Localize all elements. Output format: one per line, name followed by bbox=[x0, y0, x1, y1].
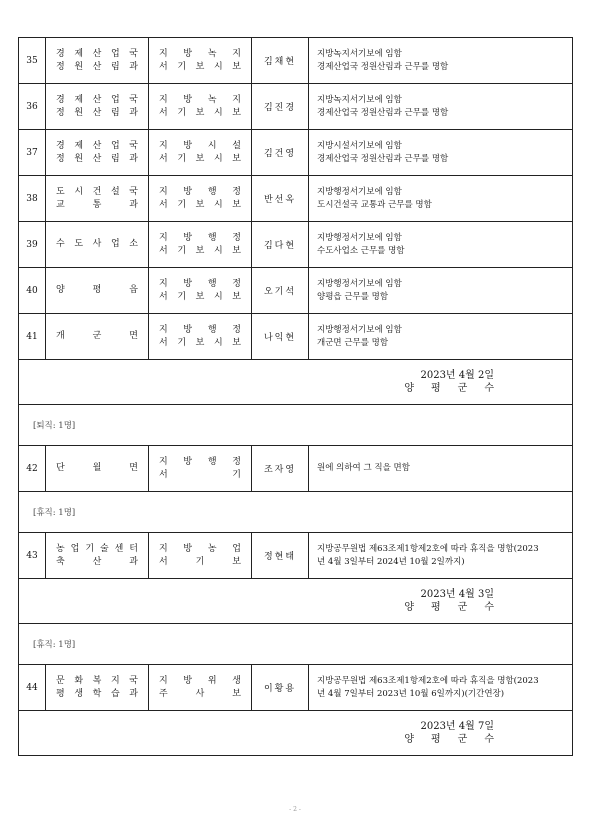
department-cell bbox=[46, 130, 149, 176]
spaced-text: 경 제 산 업 국 bbox=[56, 48, 138, 59]
date-cell bbox=[19, 711, 573, 756]
spaced-text: 서 기 보 시 보 bbox=[159, 337, 241, 348]
date-row bbox=[19, 711, 573, 756]
order-description bbox=[309, 84, 573, 130]
spaced-text: 축 산 과 bbox=[56, 556, 138, 567]
department-cell bbox=[46, 222, 149, 268]
order-description bbox=[309, 222, 573, 268]
order-text-line: 수도사업소 근무를 명함 bbox=[317, 245, 405, 256]
order-text-line: 지방행정서기보에 임함 bbox=[317, 324, 402, 335]
table-row bbox=[19, 665, 573, 711]
spaced-text: 경 제 산 업 국 bbox=[56, 94, 138, 105]
position-cell bbox=[149, 446, 252, 492]
order-text-line: 양평읍 근무를 명함 bbox=[317, 291, 389, 302]
order-text-line: 지방녹지서기보에 임함 bbox=[317, 94, 402, 105]
position-cell bbox=[149, 222, 252, 268]
spaced-text: 문 화 복 지 국 bbox=[56, 675, 138, 686]
table-row bbox=[19, 314, 573, 360]
row-number: 39 bbox=[19, 222, 46, 268]
order-description bbox=[309, 446, 573, 492]
row-number: 36 bbox=[19, 84, 46, 130]
spaced-text: 지 방 녹 지 bbox=[159, 48, 241, 59]
department-cell bbox=[46, 446, 149, 492]
position-cell bbox=[149, 533, 252, 579]
department-cell bbox=[46, 176, 149, 222]
position-cell bbox=[149, 38, 252, 84]
order-text-line: 년 4월 7일부터 2023년 10월 6일까지)(기간연장) bbox=[317, 688, 505, 699]
order-description bbox=[309, 268, 573, 314]
name-cell: 오기석 bbox=[252, 268, 309, 314]
date-cell bbox=[19, 579, 573, 624]
spaced-text: 지 방 녹 지 bbox=[159, 94, 241, 105]
order-text-line: 경제산업국 정원산림과 근무를 명함 bbox=[317, 153, 449, 164]
spaced-text: 서 기 보 시 보 bbox=[159, 245, 241, 256]
spaced-text: 서 기 보 시 보 bbox=[159, 291, 241, 302]
order-text-line: 지방녹지서기보에 임함 bbox=[317, 48, 402, 59]
spaced-text: 서 기 보 bbox=[159, 556, 241, 567]
row-number: 41 bbox=[19, 314, 46, 360]
spaced-text: 지 방 시 설 bbox=[159, 140, 241, 151]
table-row bbox=[19, 222, 573, 268]
department-cell bbox=[46, 533, 149, 579]
order-text-line: 경제산업국 정원산림과 근무를 명함 bbox=[317, 107, 449, 118]
order-text-line: 도시건설국 교통과 근무를 명함 bbox=[317, 199, 432, 210]
section-label: [휴직: 1명] bbox=[19, 492, 573, 533]
order-description bbox=[309, 130, 573, 176]
position-cell bbox=[149, 665, 252, 711]
table-row bbox=[19, 533, 573, 579]
row-number: 44 bbox=[19, 665, 46, 711]
order-text-line: 지방행정서기보에 임함 bbox=[317, 278, 402, 289]
signer-name: 양평군수 bbox=[404, 383, 511, 394]
page-number: - 2 - bbox=[289, 806, 301, 813]
name-cell: 김건영 bbox=[252, 130, 309, 176]
order-text-line: 지방행정서기보에 임함 bbox=[317, 232, 402, 243]
date-cell bbox=[19, 360, 573, 405]
section-row bbox=[19, 405, 573, 446]
department-cell bbox=[46, 314, 149, 360]
position-cell bbox=[149, 84, 252, 130]
spaced-text: 농 업 기 술 센 터 bbox=[56, 543, 138, 554]
name-cell: 조자영 bbox=[252, 446, 309, 492]
table-row bbox=[19, 268, 573, 314]
signer-name: 양평군수 bbox=[404, 602, 511, 613]
row-number: 43 bbox=[19, 533, 46, 579]
table-row bbox=[19, 446, 573, 492]
table-row bbox=[19, 176, 573, 222]
name-cell: 반선옥 bbox=[252, 176, 309, 222]
row-number: 35 bbox=[19, 38, 46, 84]
spaced-text: 서 기 보 시 보 bbox=[159, 107, 241, 118]
date-row bbox=[19, 579, 573, 624]
personnel-order-document bbox=[18, 37, 573, 756]
spaced-text: 지 방 행 정 bbox=[159, 456, 241, 467]
spaced-text: 단 월 면 bbox=[56, 463, 138, 473]
order-description bbox=[309, 176, 573, 222]
spaced-text: 서 기 보 시 보 bbox=[159, 153, 241, 164]
order-text-line: 지방공무원법 제63조제1항제2호에 따라 휴직을 명함(2023 bbox=[317, 675, 539, 686]
order-description bbox=[309, 533, 573, 579]
spaced-text: 서 기 bbox=[159, 469, 241, 480]
spaced-text: 도 시 건 설 국 bbox=[56, 186, 138, 197]
name-cell: 김채현 bbox=[252, 38, 309, 84]
name-cell: 정현태 bbox=[252, 533, 309, 579]
name-cell: 김진경 bbox=[252, 84, 309, 130]
order-text-line: 지방시설서기보에 임함 bbox=[317, 140, 402, 151]
order-text-line: 원에 의하여 그 직을 면함 bbox=[317, 463, 410, 473]
section-label: [휴직: 1명] bbox=[19, 624, 573, 665]
spaced-text: 지 방 행 정 bbox=[159, 186, 241, 197]
personnel-table bbox=[18, 37, 573, 756]
row-number: 37 bbox=[19, 130, 46, 176]
section-row bbox=[19, 624, 573, 665]
order-text-line: 개군면 근무를 명함 bbox=[317, 337, 389, 348]
spaced-text: 정 원 산 림 과 bbox=[56, 107, 138, 118]
spaced-text: 지 방 행 정 bbox=[159, 324, 241, 335]
row-number: 42 bbox=[19, 446, 46, 492]
order-description bbox=[309, 665, 573, 711]
signer-name: 양평군수 bbox=[404, 734, 511, 745]
order-text-line: 지방행정서기보에 임함 bbox=[317, 186, 402, 197]
position-cell bbox=[149, 176, 252, 222]
date-row bbox=[19, 360, 573, 405]
order-text-line: 지방공무원법 제63조제1항제2호에 따라 휴직을 명함(2023 bbox=[317, 543, 539, 554]
spaced-text: 지 방 행 정 bbox=[159, 232, 241, 243]
order-date: 2023년 4월 2일 bbox=[420, 370, 494, 381]
name-cell: 김다현 bbox=[252, 222, 309, 268]
spaced-text: 지 방 위 생 bbox=[159, 675, 241, 686]
order-date: 2023년 4월 7일 bbox=[420, 721, 494, 732]
spaced-text: 교 통 과 bbox=[56, 199, 138, 210]
name-cell: 이황용 bbox=[252, 665, 309, 711]
row-number: 40 bbox=[19, 268, 46, 314]
spaced-text: 지 방 농 업 bbox=[159, 543, 241, 554]
spaced-text: 양 평 읍 bbox=[56, 285, 138, 295]
department-cell bbox=[46, 38, 149, 84]
order-date: 2023년 4월 3일 bbox=[420, 589, 494, 600]
spaced-text: 지 방 행 정 bbox=[159, 278, 241, 289]
spaced-text: 정 원 산 림 과 bbox=[56, 153, 138, 164]
order-description bbox=[309, 314, 573, 360]
order-text-line: 경제산업국 정원산림과 근무를 명함 bbox=[317, 61, 449, 72]
table-row bbox=[19, 38, 573, 84]
name-cell: 나익현 bbox=[252, 314, 309, 360]
table-row bbox=[19, 130, 573, 176]
section-row bbox=[19, 492, 573, 533]
spaced-text: 수 도 사 업 소 bbox=[56, 239, 138, 249]
spaced-text: 개 군 면 bbox=[56, 331, 138, 341]
order-text-line: 년 4월 3일부터 2024년 10월 2일까지) bbox=[317, 556, 465, 567]
department-cell bbox=[46, 84, 149, 130]
order-description bbox=[309, 38, 573, 84]
spaced-text: 정 원 산 림 과 bbox=[56, 61, 138, 72]
department-cell bbox=[46, 665, 149, 711]
table-row bbox=[19, 84, 573, 130]
spaced-text: 서 기 보 시 보 bbox=[159, 61, 241, 72]
spaced-text: 서 기 보 시 보 bbox=[159, 199, 241, 210]
department-cell bbox=[46, 268, 149, 314]
row-number: 38 bbox=[19, 176, 46, 222]
position-cell bbox=[149, 268, 252, 314]
spaced-text: 평 생 학 습 과 bbox=[56, 688, 138, 699]
spaced-text: 주 사 보 bbox=[159, 688, 241, 699]
spaced-text: 경 제 산 업 국 bbox=[56, 140, 138, 151]
position-cell bbox=[149, 314, 252, 360]
position-cell bbox=[149, 130, 252, 176]
section-label: [퇴직: 1명] bbox=[19, 405, 573, 446]
